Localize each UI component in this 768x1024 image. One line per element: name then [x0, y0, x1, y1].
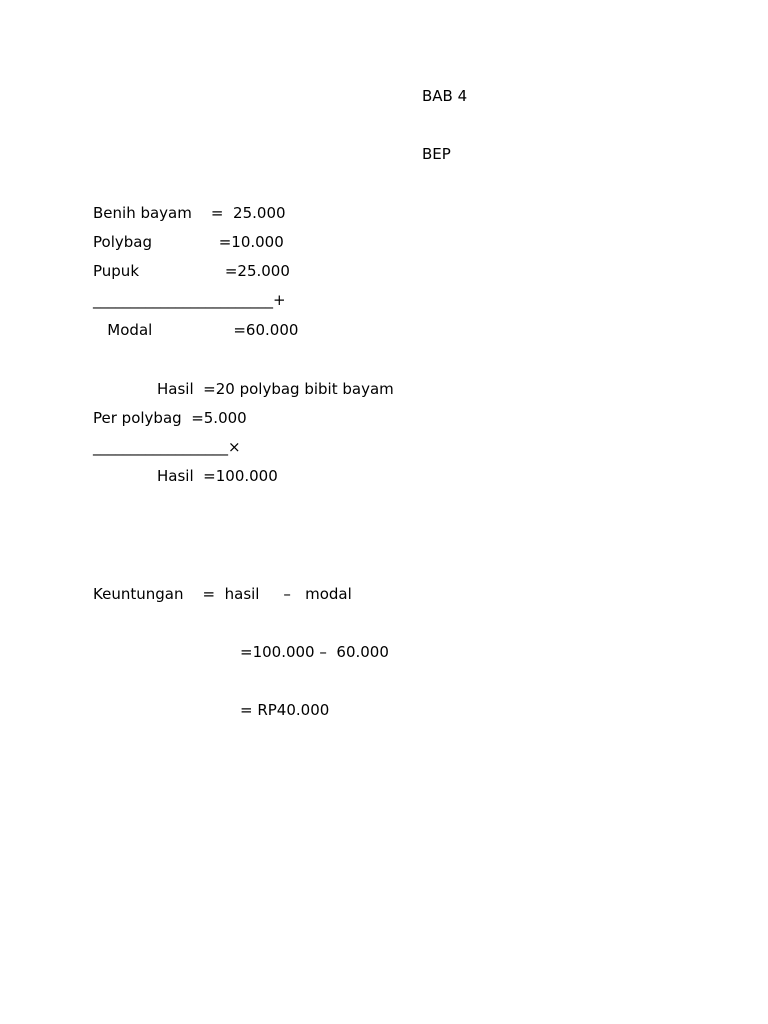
- cost-polybag-line: Polybag =10.000: [93, 233, 284, 251]
- chapter-heading: BAB 4: [422, 87, 468, 105]
- cost-pupuk-line: Pupuk =25.000: [93, 262, 290, 280]
- multiply-rule-line: __________________×: [93, 438, 241, 456]
- price-per-polybag-line: Per polybag =5.000: [93, 409, 247, 427]
- section-title: BEP: [422, 145, 451, 163]
- profit-formula-line: Keuntungan = hasil – modal: [93, 585, 352, 603]
- modal-total-line: Modal =60.000: [93, 321, 299, 339]
- hasil-total-line: Hasil =100.000: [157, 467, 278, 485]
- profit-result-line: = RP40.000: [240, 701, 330, 719]
- hasil-quantity-line: Hasil =20 polybag bibit bayam: [157, 380, 394, 398]
- sum-rule-line: ________________________+: [93, 291, 286, 309]
- cost-benih-line: Benih bayam = 25.000: [93, 204, 286, 222]
- profit-substitution-line: =100.000 – 60.000: [240, 643, 389, 661]
